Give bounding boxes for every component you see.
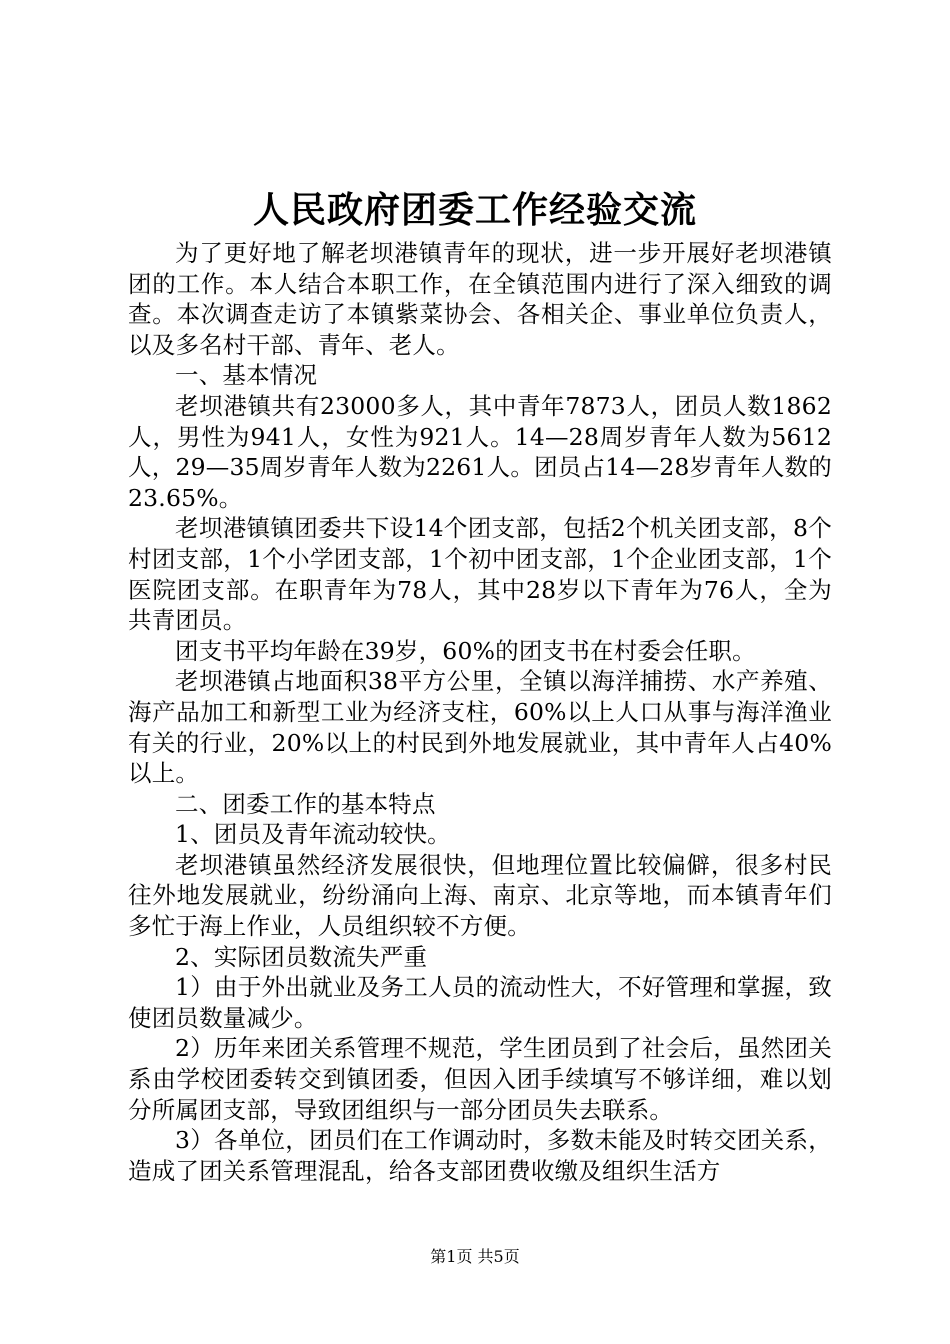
- paragraph-mobility: 老坝港镇虽然经济发展很快，但地理位置比较偏僻，很多村民往外地发展就业，纷纷涌向上海、南京、北京等地，而本镇青年们多忙于海上作业，人员组织较不方便。: [128, 850, 832, 941]
- paragraph-loss-point-1: 1）由于外出就业及务工人员的流动性大，不好管理和掌握，致使团员数量减少。: [128, 973, 832, 1032]
- paragraph-economy: 老坝港镇占地面积38平方公里，全镇以海洋捕捞、水产养殖、海产品加工和新型工业为经济支柱，60%以上人口从事与海洋渔业有关的行业，20%以上的村民到外地发展就业，其中青年人占40%以上。: [128, 667, 832, 788]
- paragraph-loss-point-3: 3）各单位，团员们在工作调动时，多数未能及时转交团关系，造成了团关系管理混乱，给各支部团费收缴及组织生活方: [128, 1126, 832, 1185]
- paragraph-population: 老坝港镇共有23000多人，其中青年7873人，团员人数1862人，男性为941人，女性为921人。14—28周岁青年人数为5612人，29—35周岁青年人数为2261人。团员占14—28岁青年人数的23.65%。: [128, 391, 832, 512]
- document-title: 人民政府团委工作经验交流: [252, 189, 697, 231]
- paragraph-branches: 老坝港镇镇团委共下设14个团支部，包括2个机关团支部，8个村团支部，1个小学团支部，1个初中团支部，1个企业团支部，1个医院团支部。在职青年为78人，其中28岁以下青年为76人，全为共青团员。: [128, 514, 832, 635]
- section-heading-basic-situation: 一、基本情况: [175, 361, 318, 390]
- document-body: [128, 238, 832, 1186]
- subheading-mobility: 1、团员及青年流动较快。: [175, 820, 451, 849]
- paragraph-intro: 为了更好地了解老坝港镇青年的现状，进一步开展好老坝港镇团的工作。本人结合本职工作，在全镇范围内进行了深入细致的调查。本次调查走访了本镇紫菜协会、各相关企、事业单位负责人，以及多名村干部、青年、老人。: [128, 239, 832, 359]
- subheading-member-loss: 2、实际团员数流失严重: [175, 942, 428, 971]
- paragraph-secretary-age: 团支书平均年龄在39岁，60%的团支书在村委会任职。: [175, 636, 756, 665]
- paragraph-loss-point-2: 2）历年来团关系管理不规范，学生团员到了社会后，虽然团关系由学校团委转交到镇团委，但因入团手续填写不够详细，难以划分所属团支部，导致团组织与一部分团员失去联系。: [128, 1034, 832, 1124]
- section-heading-characteristics: 二、团委工作的基本特点: [175, 789, 436, 818]
- page-number-footer: 第1页 共5页: [430, 1247, 520, 1266]
